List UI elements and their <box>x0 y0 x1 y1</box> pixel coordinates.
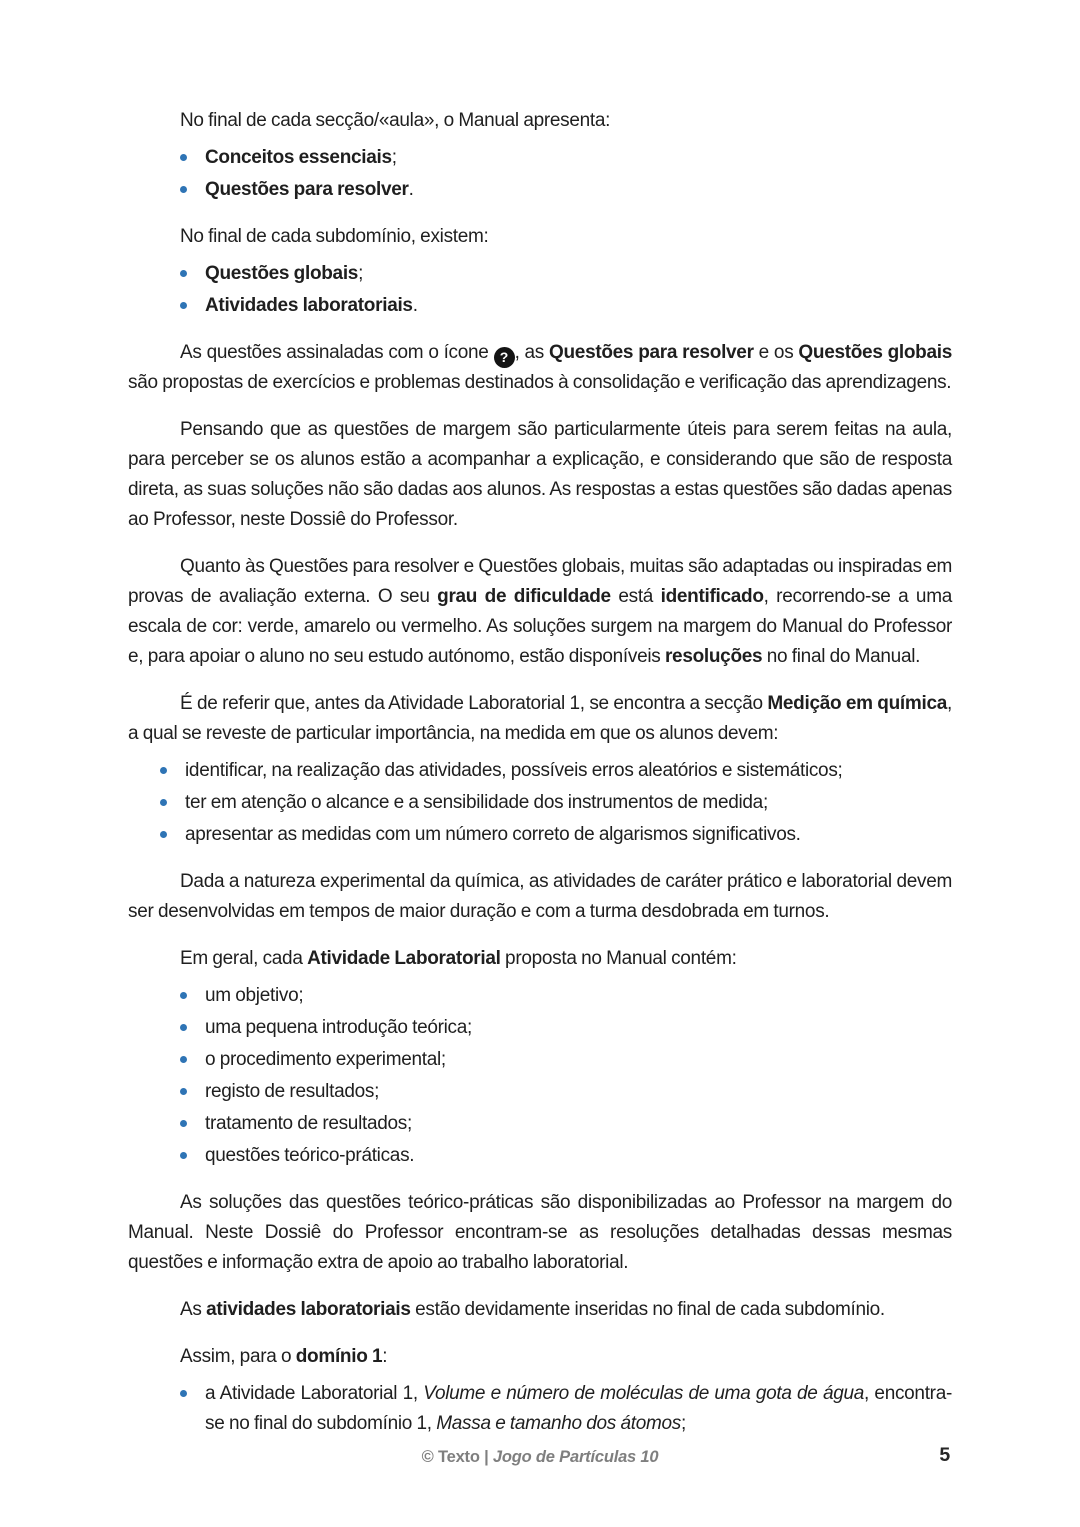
paragraph-atividade-laboratorial-contem: Em geral, cada Atividade Laboratorial proposta no Manual contém: <box>180 948 737 969</box>
bullet-icon <box>160 799 167 806</box>
list-item-text: Conceitos essenciais; <box>205 147 397 168</box>
list-item-alcance-sensibilidade <box>128 788 952 818</box>
paragraph-margin-questions: Pensando que as questões de margem são particularmente úteis para serem feitas na aula, para perceber se os alunos estão a acompanhar a explicação, e considerando que são de resposta direta, as suas soluções não são dadas aos alunos. As respostas a estas questões são dadas apenas ao Professor, neste Dossiê do Professor. <box>128 419 952 530</box>
paragraph-medicao-em-quimica: É de referir que, antes da Atividade Laboratorial 1, se encontra a secção Medição em química, a qual se reveste de particular importância, na medida em que os alunos devem: <box>128 693 952 744</box>
footer-copyright-prefix: © Texto | <box>421 1448 493 1466</box>
paragraph-natureza-experimental: Dada a natureza experimental da química, as atividades de caráter prático e laboratorial devem ser desenvolvidas em tempos de maior duração e com a turma desdobrada em turnos. <box>128 871 952 922</box>
list-item-text: questões teórico-práticas. <box>205 1145 415 1166</box>
list-item-text: Atividades laboratoriais. <box>205 295 418 316</box>
list-item-text: o procedimento experimental; <box>205 1049 446 1070</box>
list-item-text: Questões para resolver. <box>205 179 414 200</box>
page-number: 5 <box>939 1444 950 1466</box>
bullet-icon <box>180 1152 187 1159</box>
paragraph-assim-dominio-1: Assim, para o domínio 1: <box>180 1346 388 1367</box>
list-item-text: ter em atenção o alcance e a sensibilidade dos instrumentos de medida; <box>185 792 768 813</box>
list-item-atividade-laboratorial-1 <box>128 1379 952 1439</box>
paragraph-solucoes-questoes: As soluções das questões teórico-práticas são disponibilizadas ao Professor na margem do Manual. Neste Dossiê do Professor encontram-se as resoluções detalhadas dessas mesmas questões e informação extra de apoio ao trabalho laboratorial. <box>128 1192 952 1273</box>
page-footer <box>128 1446 952 1469</box>
bullet-icon <box>180 302 187 309</box>
list-item-erros-aleatorios <box>128 756 952 786</box>
bullet-icon <box>180 270 187 277</box>
list-item-registo-resultados <box>128 1077 952 1107</box>
bullet-icon <box>180 1390 187 1397</box>
bullet-icon <box>180 1056 187 1063</box>
bullet-icon <box>180 1120 187 1127</box>
list-item-text: registo de resultados; <box>205 1081 380 1102</box>
footer-copyright <box>422 1448 659 1466</box>
list-item-text: identificar, na realização das atividades, possíveis erros aleatórios e sistemáticos; <box>185 760 843 781</box>
list-item-tratamento-resultados <box>128 1109 952 1139</box>
list-item-text: apresentar as medidas com um número correto de algarismos significativos. <box>185 824 801 845</box>
bullet-icon <box>180 154 187 161</box>
paragraph-atividades-inseridas: As atividades laboratoriais estão devidamente inseridas no final de cada subdomínio. <box>180 1299 885 1320</box>
list-item-text: Questões globais; <box>205 263 364 284</box>
list-item-text: tratamento de resultados; <box>205 1113 412 1134</box>
list-item-questoes-para-resolver <box>128 175 952 205</box>
bullet-icon <box>160 831 167 838</box>
list-item-procedimento-experimental <box>128 1045 952 1075</box>
bullet-icon <box>180 1024 187 1031</box>
list-item-objetivo <box>128 981 952 1011</box>
bullet-icon <box>180 186 187 193</box>
list-item-conceitos-essenciais <box>128 143 952 173</box>
paragraph-manual-sections-intro: No final de cada secção/«aula», o Manual apresenta: <box>180 110 611 131</box>
list-item-algarismos-significativos <box>128 820 952 850</box>
footer-book-title: Jogo de Partículas 10 <box>492 1448 659 1466</box>
question-circle-icon: ? <box>494 347 515 368</box>
bullet-icon <box>160 767 167 774</box>
bullet-icon <box>180 1088 187 1095</box>
list-item-text: uma pequena introdução teórica; <box>205 1017 473 1038</box>
list-item-questoes-teorico-praticas <box>128 1141 952 1171</box>
bullet-icon <box>180 992 187 999</box>
list-item-text: a Atividade Laboratorial 1, Volume e número de moléculas de uma gota de água, encontra-se no final do subdomínio 1, Massa e tamanho dos átomos; <box>205 1383 952 1434</box>
paragraph-subdomain-end-intro: No final de cada subdomínio, existem: <box>180 226 489 247</box>
list-item-questoes-globais <box>128 259 952 289</box>
list-item-atividades-laboratoriais <box>128 291 952 321</box>
list-item-text: um objetivo; <box>205 985 304 1006</box>
list-item-introducao-teorica <box>128 1013 952 1043</box>
paragraph-icon-questions: As questões assinaladas com o ícone ? , as Questões para resolver e os Questões globais são propostas de exercícios e problemas destinados à consolidação e verificação das aprendizagens. <box>128 342 952 393</box>
paragraph-difficulty-scale: Quanto às Questões para resolver e Questões globais, muitas são adaptadas ou inspiradas em provas de avaliação externa. O seu grau de dificuldade está identificado, recorrendo-se a uma escala de cor: verde, amarelo ou vermelho. As soluções surgem na margem do Manual do Professor e, para apoiar o aluno no seu estudo autónomo, estão disponíveis resoluções no final do Manual. <box>128 556 952 667</box>
